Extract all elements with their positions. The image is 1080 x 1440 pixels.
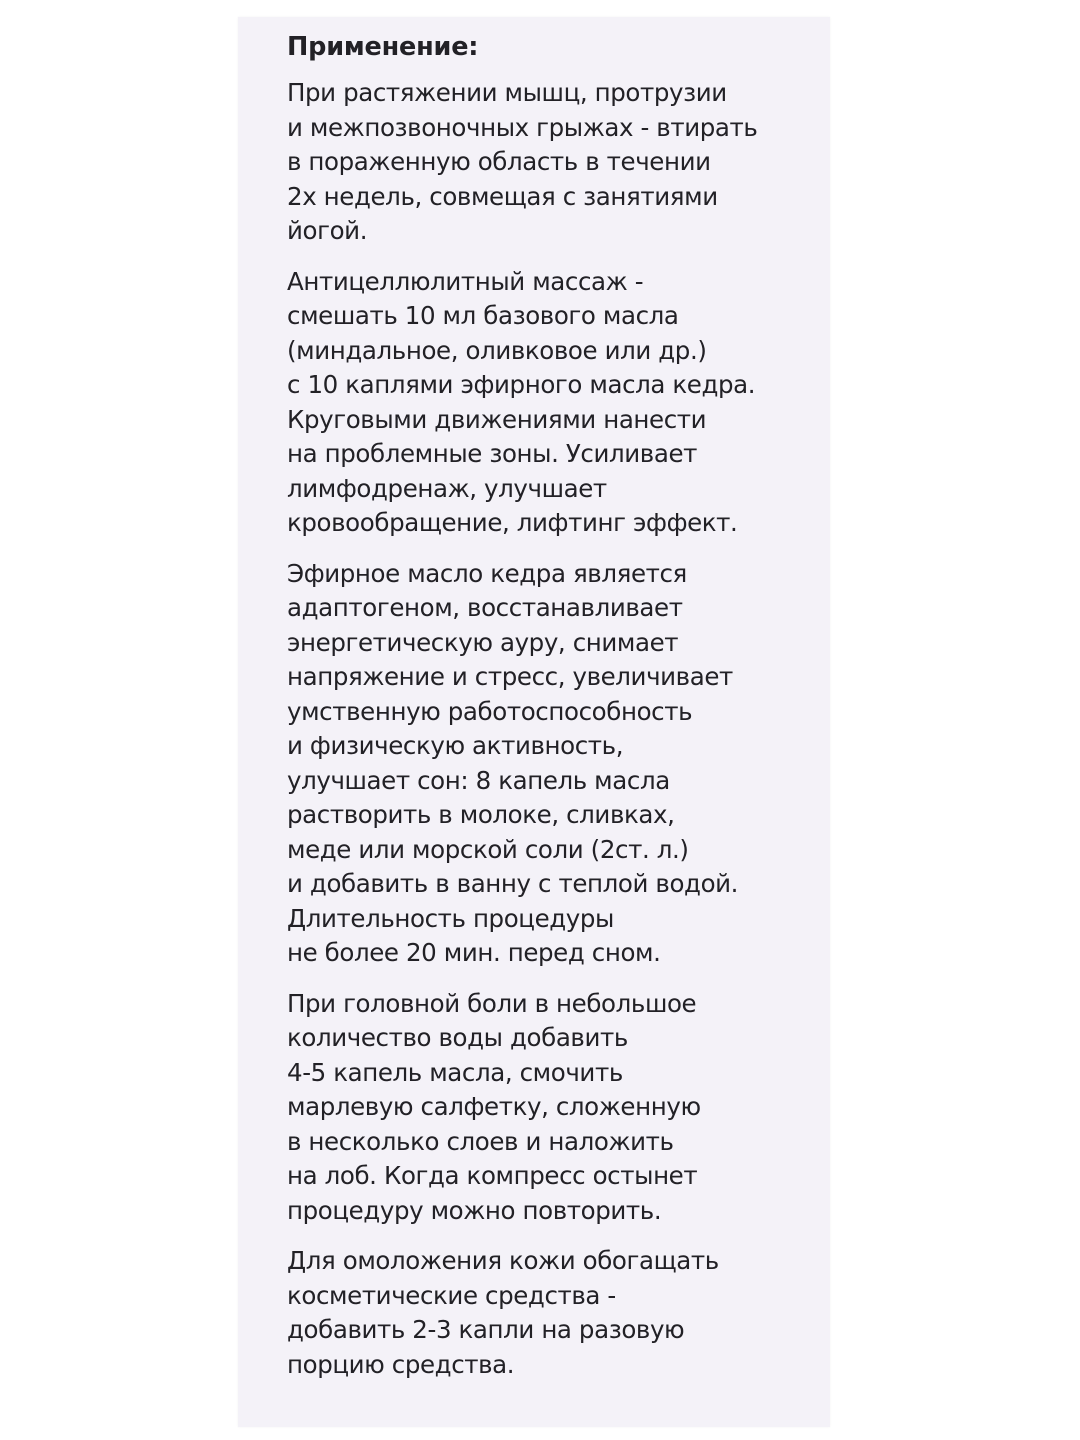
paragraph-headache-compress xyxy=(287,987,807,1229)
text-line: смешать 10 мл базового масла xyxy=(287,301,679,330)
text-line: 2х недель, совмещая с занятиями xyxy=(287,181,718,211)
text-line: Круговыми движениями нанести xyxy=(287,404,707,434)
text-line: 4-5 капель масла, смочить xyxy=(287,1057,623,1087)
paragraph-adaptogen-bath xyxy=(287,557,807,971)
text-line: добавить 2-3 капли на разовую xyxy=(287,1315,685,1344)
text-line: лимфодренаж, улучшает xyxy=(287,473,607,503)
section-heading: Применение: xyxy=(287,32,479,62)
text-line: в несколько слоев и наложить xyxy=(287,1126,674,1156)
text-line: количество воды добавить xyxy=(287,1023,628,1052)
text-line: и добавить в ванну с теплой водой. xyxy=(287,869,739,898)
text-line: и физическую активность, xyxy=(287,731,624,760)
text-line: При растяжении мышц, протрузии xyxy=(287,78,727,107)
text-line: адаптогеном, восстанавливает xyxy=(287,593,683,622)
paragraph-skin-rejuvenation xyxy=(287,1244,807,1382)
text-line: Для омоложения кожи обогащать xyxy=(287,1246,719,1275)
text-line: При головной боли в небольшое xyxy=(287,988,697,1018)
text-line: йогой. xyxy=(287,216,368,245)
text-line: умственную работоспособность xyxy=(287,696,693,726)
paragraph-muscle-strain xyxy=(287,76,807,249)
text-line: и межпозвоночных грыжах - втирать xyxy=(287,112,758,142)
text-line: растворить в молоке, сливках, xyxy=(287,800,675,829)
instruction-text xyxy=(287,30,807,1398)
text-line: марлевую салфетку, сложенную xyxy=(287,1092,701,1121)
text-line: порцию средства. xyxy=(287,1349,515,1379)
paragraph-anticellulite-massage xyxy=(287,265,807,541)
text-line: на проблемные зоны. Усиливает xyxy=(287,439,697,468)
text-line: улучшает сон: 8 капель масла xyxy=(287,765,670,795)
text-line: с 10 каплями эфирного масла кедра. xyxy=(287,370,756,399)
text-line: Длительность процедуры xyxy=(287,903,614,933)
text-line: процедуру можно повторить. xyxy=(287,1195,662,1225)
text-line: меде или морской соли (2ст. л.) xyxy=(287,834,689,864)
text-line: энергетическую ауру, снимает xyxy=(287,627,679,657)
text-line: (миндальное, оливковое или др.) xyxy=(287,335,707,365)
text-line: косметические средства - xyxy=(287,1280,616,1310)
text-line: кровообращение, лифтинг эффект. xyxy=(287,508,738,537)
text-line: Эфирное масло кедра является xyxy=(287,558,687,588)
text-line: на лоб. Когда компресс остынет xyxy=(287,1161,698,1190)
text-line: напряжение и стресс, увеличивает xyxy=(287,662,733,691)
text-line: Антицеллюлитный массаж - xyxy=(287,266,644,296)
text-line: в пораженную область в течении xyxy=(287,147,711,176)
text-line: не более 20 мин. перед сном. xyxy=(287,938,661,967)
